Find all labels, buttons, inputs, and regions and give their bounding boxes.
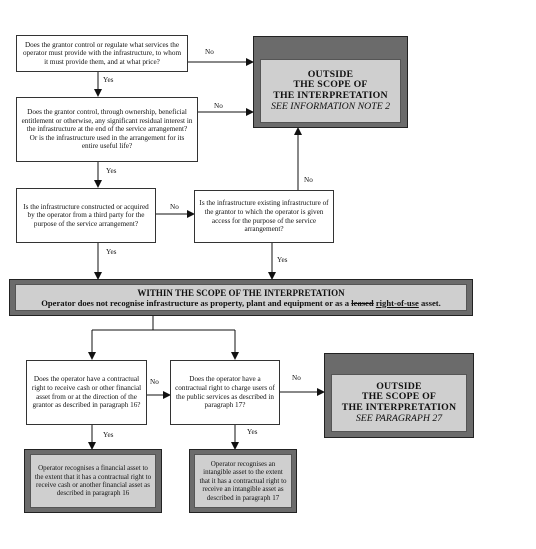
within-sub-post: asset. — [420, 297, 441, 308]
question-existing-infrastructure-text: Is the infrastructure existing infrastructure of the grantor to which the operator is given access for the purpose of the service arrangement? — [199, 199, 329, 234]
result-financial-asset — [24, 449, 162, 513]
result-financial-asset-inner — [30, 454, 156, 508]
question-charge-users-text: Does the operator have a contractual right to charge users of the public services as described in paragraph 17? — [175, 375, 275, 410]
question-useful-life-text: Or is the infrastructure used in the arrangement for its entire useful life? — [29, 133, 185, 151]
label-q1-yes: Yes — [103, 76, 114, 84]
label-q6-yes: Yes — [247, 428, 258, 436]
label-q6-no: No — [292, 374, 301, 382]
question-financial-asset — [26, 360, 147, 425]
outside2-line1: OUTSIDE — [376, 380, 422, 392]
label-q1-no: No — [205, 48, 214, 56]
outside1-line1: OUTSIDE — [307, 68, 354, 80]
result-intangible-asset-text: Operator recognises an intangible asset to the extent that it has a contractual right to receive an intangible asset as described in paragraph 17 — [199, 459, 287, 502]
label-q5-yes: Yes — [103, 431, 114, 439]
question-charge-users — [170, 360, 280, 425]
outside-scope-box-2-inner — [331, 374, 467, 432]
within-title: WITHIN THE SCOPE OF THE INTERPRETATION — [137, 287, 345, 298]
outside2-ref: SEE PARAGRAPH 27 — [355, 412, 443, 424]
within-sub-pre: Operator does not recognise infrastructure as property, plant and equipment or as a — [41, 297, 350, 308]
label-q2-yes: Yes — [106, 167, 117, 175]
question-constructed-acquired-text: Is the infrastructure constructed or acquired by the operator from a third party for the purpose of the service arrangement? — [23, 202, 149, 228]
label-q4-no: No — [304, 176, 313, 184]
label-q3-no: No — [170, 203, 179, 211]
outside2-line3: THE INTERPRETATION — [341, 402, 457, 413]
outside-scope-box-1 — [253, 36, 408, 128]
question-existing-infrastructure — [194, 190, 334, 243]
result-intangible-asset-inner — [194, 454, 292, 508]
question-residual-interest-text: Does the grantor control, through ownership, beneficial entitlement or otherwise, any significant residual interest in the infrastructure at the end of the service arrangement? — [21, 108, 193, 134]
within-sub-under: right-of-use — [375, 297, 419, 308]
label-q2-no: No — [214, 102, 223, 110]
outside-scope-box-2 — [324, 353, 474, 438]
question-constructed-acquired — [16, 188, 156, 243]
label-q5-no: No — [150, 378, 159, 386]
result-intangible-asset — [189, 449, 297, 513]
within-subtitle — [41, 298, 441, 308]
question-grantor-control-text: Does the grantor control or regulate what services the operator must provide with the infrastructure, to whom it must provide them, and at what price? — [22, 40, 182, 66]
outside-scope-box-1-inner — [260, 59, 401, 123]
question-residual-interest — [16, 97, 198, 162]
within-sub-strike: leased — [351, 297, 374, 308]
label-q4-yes: Yes — [277, 256, 288, 264]
result-financial-asset-text: Operator recognises a financial asset to the extent that it has a contractual right to receive cash or another financial asset as described in paragraph 16 — [34, 464, 152, 498]
outside2-line2: THE SCOPE OF — [361, 391, 437, 403]
label-q3-yes: Yes — [106, 248, 117, 256]
question-grantor-control — [16, 35, 188, 72]
within-scope-box-inner — [15, 284, 467, 311]
within-scope-box — [9, 279, 473, 316]
question-financial-asset-text: Does the operator have a contractual right to receive cash or other financial asset from or at the direction of the grantor as described in paragraph 16? — [31, 375, 142, 410]
outside1-line2: THE SCOPE OF — [293, 79, 368, 91]
outside1-ref: SEE INFORMATION NOTE 2 — [270, 100, 391, 112]
outside1-line3: THE INTERPRETATION — [273, 90, 388, 101]
